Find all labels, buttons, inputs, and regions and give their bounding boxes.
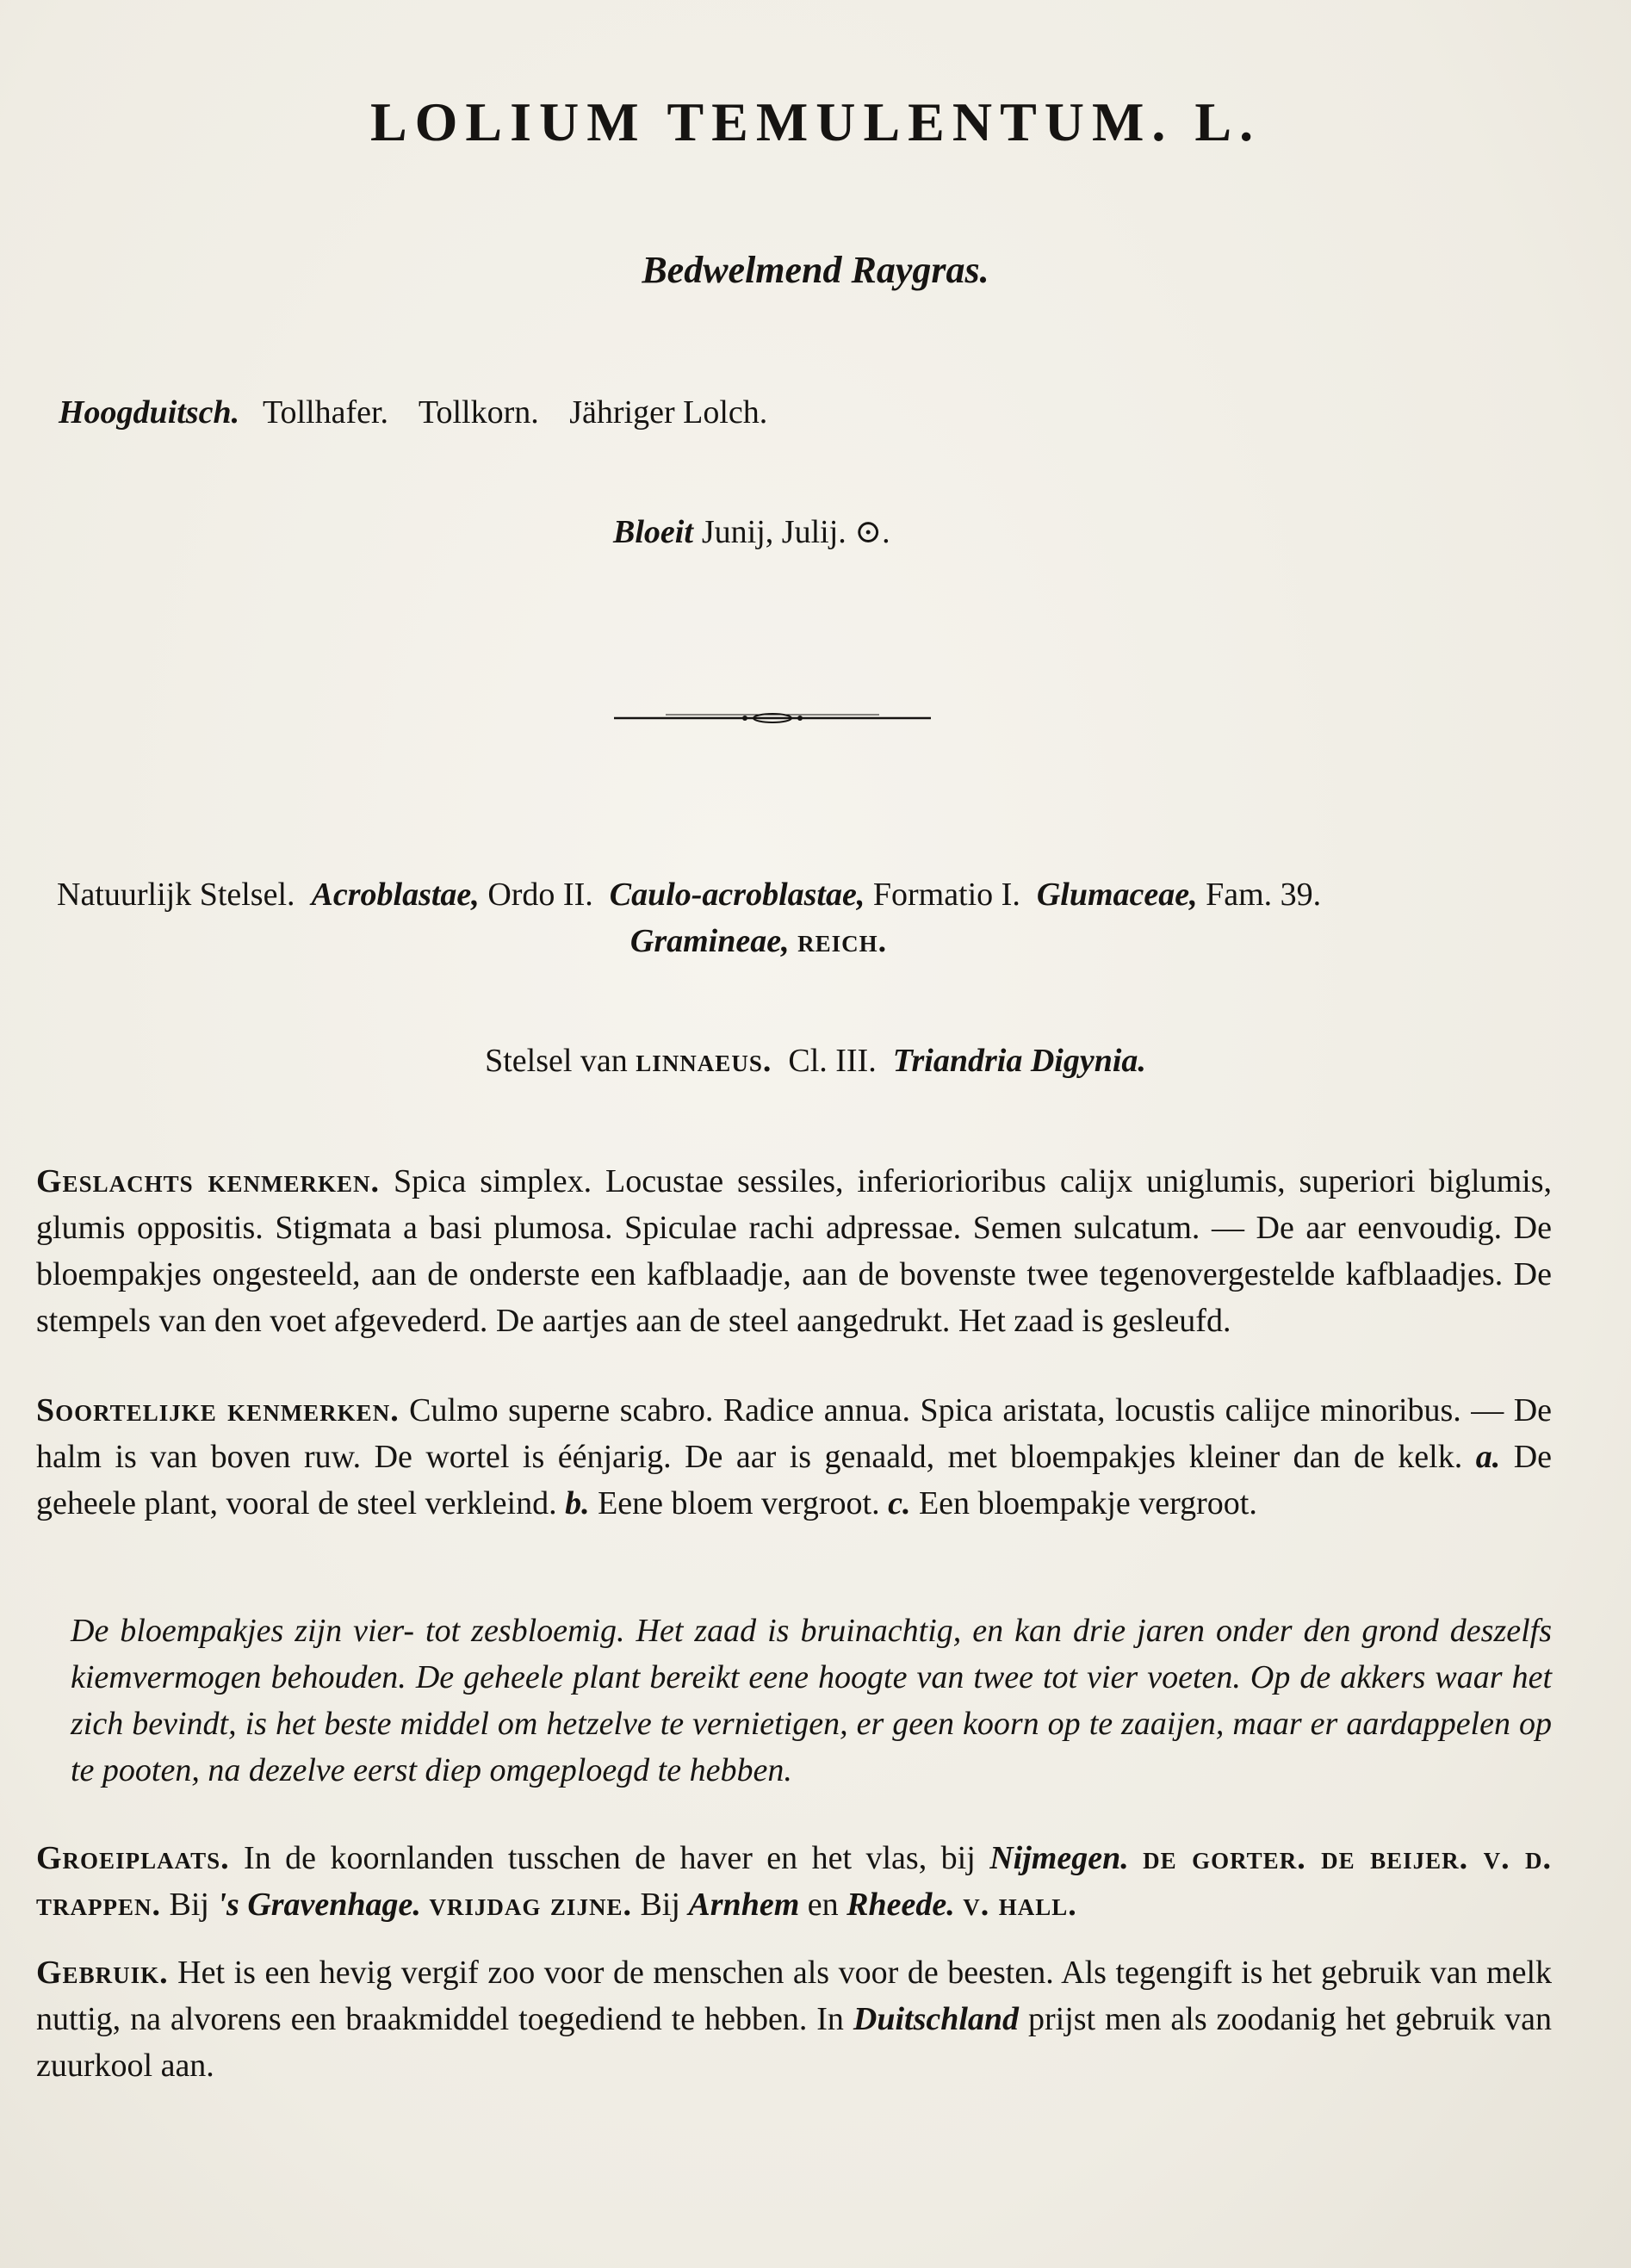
linnaeus-system — [0, 1038, 1631, 1084]
section-text: Spica simplex. Locustae sessiles, inferiorioribus calijx uniglumis, superiori biglumis, glumis oppositis. Stigmata a basi plumosa. Spiculae rachi adpressae. Semen sulcatum. — De aar eenvoudig. De bloempakjes ongesteeld, aan de onderste een kafblaadje, aan de bovenste twee tegenovergestelde kafblaadjes. De stempels van den voet afgevederd. De aartjes aan de steel aangedrukt. Het zaad is gesleufd. — [36, 1163, 1553, 1339]
authority: linnaeus. — [636, 1043, 772, 1079]
taxon: Caulo-acroblastae, — [609, 877, 865, 913]
place-name: 's Gravenhage. — [217, 1887, 421, 1923]
genus-characteristics — [36, 1158, 1552, 1344]
section-text: Bij — [169, 1887, 209, 1923]
taxon: Triandria Digynia. — [892, 1043, 1146, 1079]
german-names — [59, 393, 790, 431]
figure-marker: c. — [888, 1485, 911, 1521]
natural-system — [57, 871, 1529, 964]
bloom-label: Bloeit — [613, 514, 693, 550]
figure-caption: Eene bloem vergroot. — [598, 1485, 880, 1521]
rank: Fam. 39. — [1206, 877, 1322, 913]
authority: de gorter. de beijer. v. d. trappen. — [36, 1840, 1553, 1923]
section-label: Gebruik. — [36, 1955, 169, 1991]
section-text: Bij — [640, 1887, 680, 1923]
authority: vrijdag zijne. — [429, 1887, 632, 1923]
habitat — [36, 1835, 1552, 1928]
species-characteristics — [36, 1387, 1552, 1527]
taxon: Glumaceae, — [1036, 877, 1198, 913]
descriptive-notes: De bloempakjes zijn vier- tot zesbloemig. Het zaad is bruinachtig, en kan drie jaren onder den grond deszelfs kiemvermogen behouden. De geheele plant bereikt eene hoogte van twee tot vier voeten. Op de akkers waar het zich bevindt, is het beste middel om hetzelve te vernietigen, er geen koorn op te zaaijen, maar er aardappelen op te pooten, na dezelve eerst diep omgeploegd te hebben. — [71, 1613, 1552, 1788]
bloom-period — [613, 512, 890, 551]
german-label: Hoogduitsch. — [59, 394, 240, 431]
natural-system-label: Natuurlijk Stelsel. — [57, 877, 295, 913]
rank: Formatio I. — [872, 877, 1020, 913]
section-text: In de koornlanden tusschen de haver en het vlas, bij — [244, 1840, 976, 1876]
usage — [36, 1949, 1552, 2089]
place-name: Arnhem — [688, 1887, 800, 1923]
dutch-common-name: Bedwelmend Raygras. — [642, 249, 989, 291]
place-name: Nijmegen. — [989, 1840, 1129, 1876]
annual-symbol: ⊙. — [854, 514, 890, 550]
ornamental-divider — [614, 708, 931, 728]
authority: v. hall. — [963, 1887, 1077, 1923]
bloom-months: Junij, Julij. — [701, 514, 847, 550]
taxon: Gramineae, — [629, 923, 790, 959]
section-label: Groeiplaats. — [36, 1840, 230, 1876]
section-label: Geslachts kenmerken. — [36, 1163, 381, 1199]
figure-caption: Een bloempakje vergroot. — [918, 1485, 1257, 1521]
german-name: Jähriger Lolch. — [569, 394, 768, 431]
rank: Ordo II. — [487, 877, 593, 913]
section-label: Soortelijke kenmerken. — [36, 1392, 400, 1428]
authority: reich. — [797, 923, 888, 959]
german-name: Tollhafer. — [262, 394, 389, 431]
page-title: LOLIUM TEMULENTUM. L. — [369, 91, 1262, 152]
place-name: Rheede. — [847, 1887, 955, 1923]
linnaeus-label: Stelsel van — [485, 1043, 628, 1079]
section-text: en — [807, 1887, 839, 1923]
taxon: Acroblastae, — [311, 877, 480, 913]
place-name: Duitschland — [853, 2001, 1020, 2037]
figure-caption: De geheele plant, vooral de steel verkleind. — [36, 1439, 1553, 1521]
german-name: Tollkorn. — [418, 394, 539, 431]
section-text: Culmo superne scabro. Radice annua. Spica aristata, locustis calijce minoribus. — De halm is van boven ruw. De wortel is éénjarig. De aar is genaald, met bloempakjes kleiner dan de kelk. — [36, 1392, 1552, 1475]
figure-marker: a. — [1475, 1439, 1501, 1475]
section-text: prijst men als zoodanig het gebruik van zuurkool aan. — [36, 2001, 1552, 2084]
figure-marker: b. — [565, 1485, 590, 1521]
section-text: Het is een hevig vergif zoo voor de menschen als voor de beesten. Als tegengift is het gebruik van melk nuttig, na alvorens een braakmiddel toegediend te hebben. In — [36, 1955, 1553, 2037]
rank: Cl. III. — [788, 1043, 877, 1079]
